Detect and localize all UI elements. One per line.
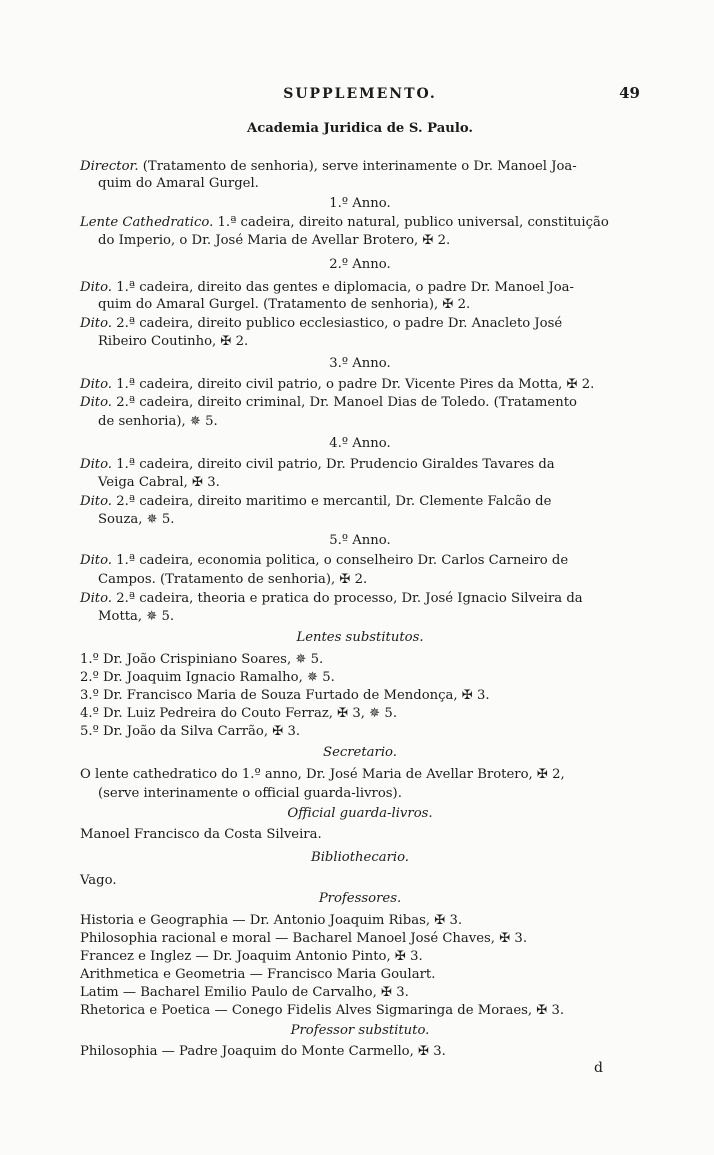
entry-2-line-1: Dito. 1.ª cadeira, direito das gentes e diplomacia, o padre Dr. Manoel Joa- <box>80 280 575 295</box>
year-heading-3: 3.º Anno. <box>329 356 391 371</box>
entry-5-line-1: Dito. 2.ª cadeira, direito criminal, Dr. Manoel Dias de Toledo. (Tratamento <box>80 395 577 410</box>
year-heading-5: 5.º Anno. <box>329 533 391 548</box>
director-line-1: Director. (Tratamento de senhoria), serve interinamente o Dr. Manoel Joa- <box>80 159 577 174</box>
secretario-heading: Secretario. <box>323 745 397 760</box>
entry-6-line-1: Dito. 1.ª cadeira, direito civil patrio, Dr. Prudencio Giraldes Tavares da <box>80 457 555 472</box>
entry-9-line-2: Motta, ✵ 5. <box>98 609 175 624</box>
entry-3-line-2: Ribeiro Coutinho, ✠ 2. <box>98 334 249 349</box>
professor-3: Francez e Inglez — Dr. Joaquim Antonio Pinto, ✠ 3. <box>80 949 423 964</box>
institution-heading: Academia Juridica de S. Paulo. <box>247 121 473 136</box>
substituto-5: 5.º Dr. João da Silva Carrão, ✠ 3. <box>80 724 301 739</box>
entry-7-line-1: Dito. 2.ª cadeira, direito maritimo e mercantil, Dr. Clemente Falcão de <box>80 494 552 509</box>
substituto-4: 4.º Dr. Luiz Pedreira do Couto Ferraz, ✠ 3, ✵ 5. <box>80 706 398 721</box>
professor-6: Rhetorica e Poetica — Conego Fidelis Alves Sigmaringa de Moraes, ✠ 3. <box>80 1003 565 1018</box>
entry-6-line-2: Veiga Cabral, ✠ 3. <box>98 475 220 490</box>
running-head <box>80 86 640 106</box>
secretario-line-2: (serve interinamente o official guarda-livros). <box>98 786 402 801</box>
professor-2: Philosophia racional e moral — Bacharel Manoel José Chaves, ✠ 3. <box>80 931 528 946</box>
guarda-livros-heading: Official guarda-livros. <box>287 806 433 821</box>
entry-1-line-1: Lente Cathedratico. 1.ª cadeira, direito natural, publico universal, constituição <box>80 215 609 230</box>
running-title: SUPPLEMENTO. <box>283 86 437 102</box>
professor-substituto-heading: Professor substituto. <box>290 1023 430 1038</box>
entry-8-line-1: Dito. 1.ª cadeira, economia politica, o conselheiro Dr. Carlos Carneiro de <box>80 553 569 568</box>
entry-1-line-2: do Imperio, o Dr. José Maria de Avellar Brotero, ✠ 2. <box>98 233 451 248</box>
substituto-1: 1.º Dr. João Crispiniano Soares, ✵ 5. <box>80 652 324 667</box>
professores-heading: Professores. <box>318 891 402 906</box>
bibliothecario-heading: Bibliothecario. <box>311 850 409 865</box>
year-heading-1: 1.º Anno. <box>329 196 391 211</box>
entry-9-line-1: Dito. 2.ª cadeira, theoria e pratica do processo, Dr. José Ignacio Silveira da <box>80 591 583 606</box>
entry-5-line-2: de senhoria), ✵ 5. <box>98 414 218 429</box>
substituto-2: 2.º Dr. Joaquim Ignacio Ramalho, ✵ 5. <box>80 670 335 685</box>
entry-4-line-1: Dito. 1.ª cadeira, direito civil patrio, o padre Dr. Vicente Pires da Motta, ✠ 2. <box>80 377 595 392</box>
guarda-livros-name: Manoel Francisco da Costa Silveira. <box>80 827 322 842</box>
year-heading-4: 4.º Anno. <box>329 436 391 451</box>
signature-mark: d <box>594 1060 603 1076</box>
entry-8-line-2: Campos. (Tratamento de senhoria), ✠ 2. <box>98 572 368 587</box>
substituto-3: 3.º Dr. Francisco Maria de Souza Furtado de Mendonça, ✠ 3. <box>80 688 490 703</box>
professor-1: Historia e Geographia — Dr. Antonio Joaquim Ribas, ✠ 3. <box>80 913 463 928</box>
professor-substituto-line: Philosophia — Padre Joaquim do Monte Carmello, ✠ 3. <box>80 1044 446 1059</box>
director-label: Director. <box>80 159 139 174</box>
bibliothecario-value: Vago. <box>80 873 117 888</box>
director-line-2: quim do Amaral Gurgel. <box>98 176 259 191</box>
year-heading-2: 2.º Anno. <box>329 257 391 272</box>
professor-4: Arithmetica e Geometria — Francisco Maria Goulart. <box>80 967 436 982</box>
page-number: 49 <box>619 84 640 102</box>
entry-7-line-2: Souza, ✵ 5. <box>98 512 175 527</box>
entry-2-line-2: quim do Amaral Gurgel. (Tratamento de senhoria), ✠ 2. <box>98 297 471 312</box>
professor-5: Latim — Bacharel Emilio Paulo de Carvalho, ✠ 3. <box>80 985 409 1000</box>
substitutos-heading: Lentes substitutos. <box>296 630 424 645</box>
entry-3-line-1: Dito. 2.ª cadeira, direito publico ecclesiastico, o padre Dr. Anacleto José <box>80 316 563 331</box>
secretario-line-1: O lente cathedratico do 1.º anno, Dr. José Maria de Avellar Brotero, ✠ 2, <box>80 767 565 782</box>
